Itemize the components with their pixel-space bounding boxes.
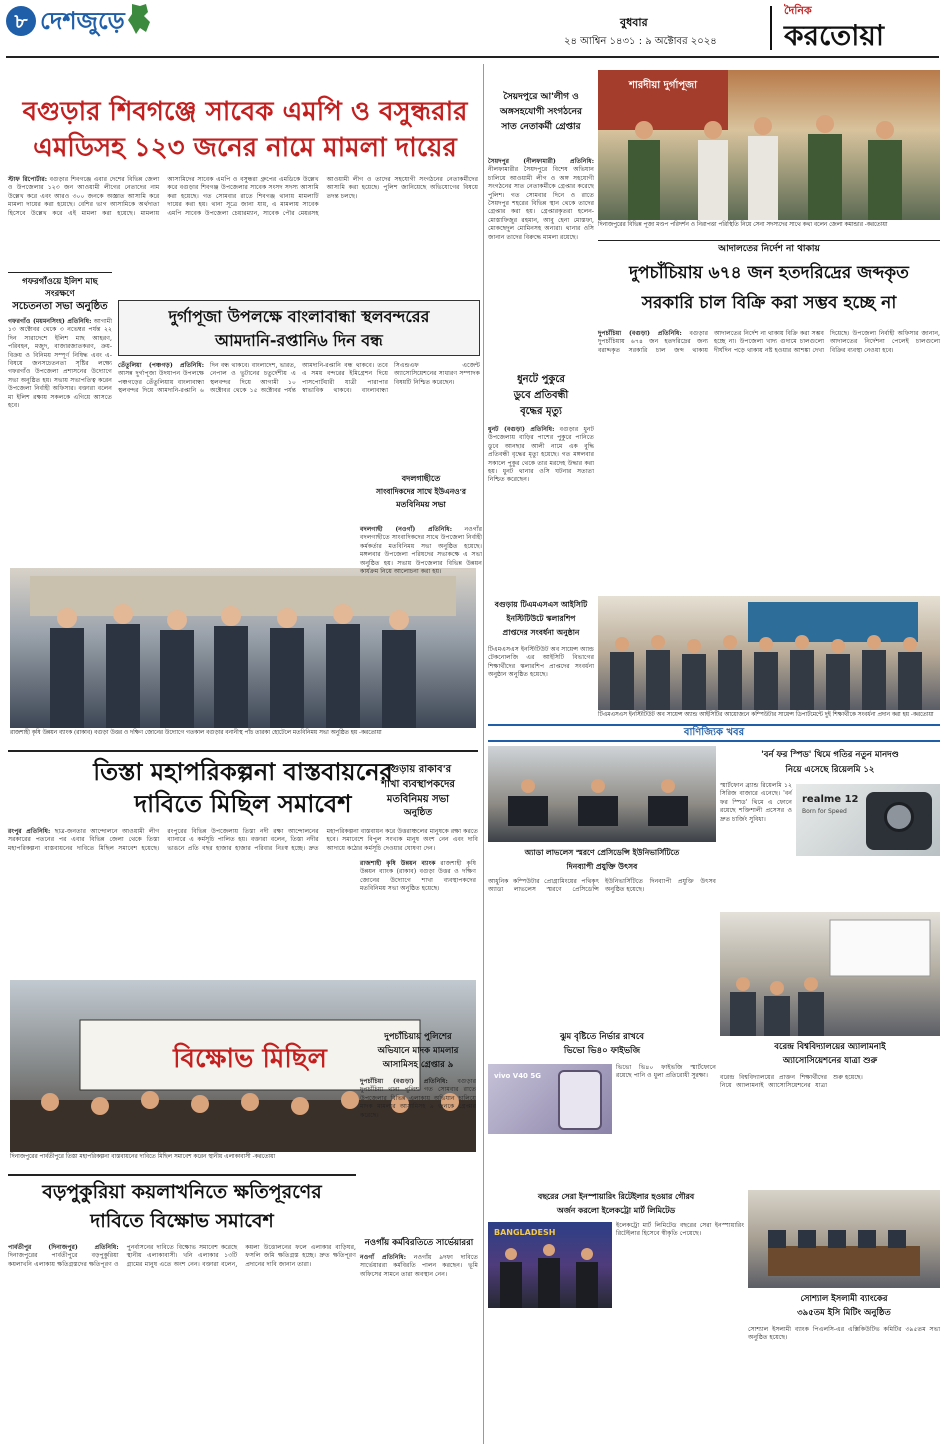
story2-rule <box>8 272 112 273</box>
sibl-body: সোশ্যাল ইসলামী ব্যাংক পিএলসি-এর এক্সিকিউটিভ কমিটির ৩৯৫তম সভা অনুষ্ঠিত হয়েছে। <box>748 1326 940 1342</box>
story11-headline <box>360 762 476 854</box>
story4-caption: দিনাজপুরের পার্বতীপুরে তিস্তা মহাপরিকল্পনা বাস্তবায়নের দাবিতে মিছিল সমাবেশ করেন স্থানীয় এলাকাবাসী -করতোয়া <box>10 1154 276 1160</box>
story1-headline-line2: এমডিসহ ১২৩ জনের নামে মামলা দায়ের <box>33 133 457 163</box>
story4-body: রংপুর প্রতিনিধি: ছাত্র-জনতার আন্দোলনে আওয়ামী লীগ সরকারের পতনের পর এবার বিভিন্ন জেলা থেকে তিস্তা মহাপরিকল্পনা বাস্তবায়নের দাবিতে মিছিল সমাবেশ হয়েছে। রংপুরের বিভিন্ন উপজেলায় তিস্তা নদী রক্ষা আন্দোলনের ব্যানারে এ কর্মসূচি পালিত হয়। বক্তারা বলেন, তিস্তা নদীর ভাঙনে প্রতি বছর হাজার হাজার পরিবার নিঃস্ব হচ্ছে। দ্রুত মহাপরিকল্পনা বাস্তবায়ন করে উত্তরাঞ্চলের মানুষকে রক্ষা করতে হবে। সমাবেশে বিপুল সংখ্যক মানুষ অংশ নেন এবং দাবি আদায়ে কঠোর কর্মসূচি দেওয়ার ঘোষণা দেন। <box>8 828 478 852</box>
section-title: দেশজুড়ে <box>40 7 125 35</box>
barendra-headline-line1: বরেন্দ্র বিশ্ববিদ্যালয়ের অ্যালামনাই <box>774 1042 886 1052</box>
story11-caption: রাজশাহী কৃষি উন্নয়ন ব্যাংক (রাকাব) বগুড়া উত্তর ও দক্ষিণ জোনের উদ্যোগে গতকাল বগুড়ার বনানীস্থ পাঁচ তারকা হোটেলে মতবিনিময় সভা অনুষ্ঠিত হয় -করতোয়া <box>10 730 382 736</box>
realme-camera-icon <box>884 802 914 832</box>
presidency-headline <box>488 846 716 876</box>
story3-body: তেঁতুলিয়া (পঞ্চগড়) প্রতিনিধি: আসন্ন দুর্গাপূজা উদযাপন উপলক্ষে পঞ্চগড়ের তেঁতুলিয়ায় বাংলাবান্ধা স্থলবন্দর দিয়ে আমদানি-রপ্তানি ৬ দিন বন্ধ থাকবে। বাংলাদেশ, ভারত, নেপাল ও ভুটানের চতুর্দেশীয় এ স্থলবন্দর দিয়ে আগামী ১০ অক্টোবর থেকে ১৫ অক্টোবর পর্যন্ত আমদানি-রপ্তানি বন্ধ থাকবে। তবে এ সময় বন্দরের ইমিগ্রেশন দিয়ে পাসপোর্টধারী যাত্রী পারাপার স্বাভাবিক থাকবে। বাংলাবান্ধা সিএন্ডএফ এজেন্ট অ্যাসোসিয়েশনের সাধারণ সম্পাদক বিষয়টি নিশ্চিত করেছেন। <box>118 362 480 395</box>
vivo-body: ভিভো ভি৪০ ফাইভজি স্মার্টফোনে রয়েছে পানি ও ধুলা প্রতিরোধী সুরক্ষা। <box>616 1064 716 1080</box>
story9-body: টিএমএসএস ইনস্টিটিউট অব সায়েন্স অ্যান্ড টেকনোলজি এর আইসিটি বিভাগের শিক্ষার্থীদের স্কলারশিপ প্রাপ্তদের সংবর্ধনা অনুষ্ঠান অনুষ্ঠিত হয়েছে। <box>488 646 594 679</box>
story6-body: সৈয়দপুর (নীলফামারী) প্রতিনিধি: নীলফামারীর সৈয়দপুরে বিশেষ অভিযান চালিয়ে আওয়ামী লীগ ও অঙ্গ সহযোগী সংগঠনের সাত নেতাকর্মীকে গ্রেপ্তার করেছে পুলিশ। গত সোমবার দিনে ও রাতে সৈয়দপুর শহরের বিভিন্ন স্থান থেকে তাদের গ্রেপ্তার করা হয়। গ্রেপ্তারকৃতরা হলেন- মোস্তাফিজুর রহমান, আবু হেনা মোস্তফা, মোকছেদুল মোমিনসহ অন্যরা। থানার ওসি জানান তাদের বিরুদ্ধে মামলা রয়েছে। <box>488 158 594 241</box>
story12-headline-line1: দুপচাঁচিয়ায় পুলিশের <box>384 1032 452 1042</box>
story11-headline-line3: মতবিনিময় সভা <box>386 794 450 805</box>
puja-banner-text: শারদীয়া দুর্গাপূজা <box>628 80 698 91</box>
story7-headline <box>488 372 594 422</box>
sibl-photo <box>748 1190 940 1288</box>
meeting-people-graphic <box>10 568 476 728</box>
award-group-graphic <box>598 596 940 710</box>
masthead-rule <box>6 56 939 58</box>
presidency-photo <box>488 746 716 842</box>
sibl-headline-line2: ৩৯৫তম ইসি মিটিং অনুষ্ঠিত <box>797 1308 891 1318</box>
story9-caption: টিএমএসএস ইনস্টিটিউট অব সায়েন্স অ্যান্ড আইসিটির আয়োজনে কম্পিউটার সায়েন্স ডিপার্টমেন্টে দুই শিক্ষার্থীকে সংবর্ধনা প্রদান করা হয় -করতোয়া <box>598 712 934 718</box>
story4-rule <box>8 750 478 752</box>
story6-headline-line2: অঙ্গসহযোগী সংগঠনের <box>500 107 582 117</box>
presidency-headline-line2: দিনব্যাপী প্রযুক্তি উৎসব <box>566 862 638 871</box>
vivo-headline-line1: ঝুম বৃষ্টিতে নির্ভার রাখবে <box>560 1032 644 1042</box>
paper-logo: করতোয়া <box>784 19 884 52</box>
masthead <box>0 0 945 64</box>
story6-headline <box>488 90 594 156</box>
story4-headline-line1: তিস্তা মহাপরিকল্পনা বাস্তবায়নের <box>93 758 393 786</box>
story9-headline <box>488 598 594 642</box>
vivo-headline <box>488 1030 716 1060</box>
story12-headline-line3: আসামিসহ গ্রেপ্তার ৯ <box>382 1060 454 1070</box>
electromart-body-lower <box>488 1312 612 1442</box>
masthead-divider <box>770 6 772 50</box>
story5-headline-line1: বড়পুকুরিয়া কয়লাখনিতে ক্ষতিপূরণের <box>42 1181 322 1203</box>
story3-headline-box <box>118 300 480 356</box>
realme-headline <box>720 748 940 780</box>
bangladesh-map-icon <box>126 2 152 36</box>
presidency-headline-line1: অ্যাডা লাভলেস স্মরণে প্রেসিডেন্সি ইউনিভার্সিটিতে <box>524 848 680 857</box>
story7-headline-line3: বৃদ্ধের মৃত্যু <box>520 406 562 417</box>
story9-headline-line2: ইনস্টিটিউটে স্কলারশিপ <box>506 614 576 623</box>
presidency-body: আধুনিক কম্পিউটার প্রোগ্রামিংয়ের পথিকৃৎ অ্যাডা লাভলেস স্মরণে প্রেসিডেন্সি ইউনিভার্সিটিতে দিনব্যাপী প্রযুক্তি উৎসব অনুষ্ঠিত হয়েছে। <box>488 878 716 894</box>
story3-headline-line1: দুর্গাপূজা উপলক্ষে বাংলাবান্ধা স্থলবন্দরের <box>168 307 430 326</box>
vivo-ad-image <box>488 1064 612 1134</box>
business-banner-text: বাণিজ্যিক খবর <box>683 727 745 738</box>
story2-headline-line1: গফরগাঁওয়ে ইলিশ মাছ সংরক্ষণে <box>22 277 98 299</box>
electromart-body: ইলেকট্রো মার্ট লিমিটেড বছরের সেরা ইনস্পায়ারিং রিটেইলার হিসেবে স্বীকৃতি পেয়েছে। <box>616 1222 744 1238</box>
story5-body: পার্বতীপুর (দিনাজপুর) প্রতিনিধি: দিনাজপুরের পার্বতীপুরে বড়পুকুরিয়া কয়লাখনি এলাকায় ক্ষতিগ্রস্তদের ক্ষতিপূরণ ও পুনর্বাসনের দাবিতে বিক্ষোভ সমাবেশ করেছে স্থানীয় এলাকাবাসী। খনি এলাকার ১৩টি গ্রামের মানুষ এতে অংশ নেন। বক্তারা বলেন, কয়লা উত্তোলনের ফলে এলাকার বাড়িঘর, ফসলি জমি ক্ষতিগ্রস্ত হচ্ছে। দ্রুত ক্ষতিপূরণ প্রদানের দাবি জানান তারা। <box>8 1244 356 1268</box>
story1-headline <box>10 94 480 170</box>
realme-headline-line1: 'বর্ন ফর স্পিড' থিমে গতির নতুন মানদণ্ড <box>761 750 899 760</box>
story10-caption: দিনাজপুরের বিভিন্ন পূজা মণ্ডপ পরিদর্শন ও নিরাপত্তা পরিস্থিতি নিয়ে সেনা সদস্যদের সাথে কথা বলেন জেলা কমান্ডার -করতোয়া <box>598 222 888 228</box>
story10-headline-line2: সরকারি চাল বিক্রি করা সম্ভব হচ্ছে না <box>641 293 897 313</box>
story10-rule <box>598 240 940 241</box>
story8-headline-line1: বদলগাছীতে <box>401 474 441 483</box>
electromart-photo <box>488 1222 612 1308</box>
story6-headline-line1: সৈয়দপুরে আ'লীগ ও <box>503 92 579 102</box>
puja-photo <box>598 70 940 220</box>
story3-headline-line2: আমদানি-রপ্তানি৬ দিন বন্ধ <box>215 331 383 350</box>
story6-headline-line3: সাত নেতাকর্মী গ্রেপ্তার <box>501 122 581 132</box>
electromart-headline-line1: বছরের সেরা ইনস্পায়ারিং রিটেইলার হওয়ার গৌরব <box>537 1192 695 1201</box>
day-label: বুধবার <box>620 16 648 29</box>
story13-headline: নওগাঁয় কর্মবিরতিতে সার্ভেয়াররা <box>364 1238 474 1248</box>
realme-ad-title: realme 12 <box>802 794 859 805</box>
story7-headline-line1: ধুনটে পুকুরে <box>517 374 565 385</box>
realme-headline-line2: নিয়ে এসেছে রিয়েলমি ১২ <box>785 765 875 775</box>
electromart-banner-text: BANGLADESH <box>494 1228 556 1237</box>
vivo-headline-line2: ভিভো ভি৪০ ফাইভজি <box>563 1046 641 1056</box>
story12-headline-line2: অভিযানে মাদক মামলার <box>377 1046 459 1056</box>
sibl-headline <box>748 1292 940 1322</box>
story7-body: ধুনট (বগুড়া) প্রতিনিধি: বগুড়ার ধুনট উপজেলায় বাড়ির পাশের পুকুরে পানিতে ডুবে আনছার আলী নামে এক বুদ্ধি প্রতিবন্ধী বৃদ্ধের মৃত্যু হয়েছে। গত মঙ্গলবার সকালে পুকুর থেকে তার মরদেহ উদ্ধার করা হয়। ধুনট থানার ওসি ঘটনার সত্যতা নিশ্চিত করেছেন। <box>488 426 594 484</box>
story12-headline <box>360 1030 476 1076</box>
story9-photo <box>598 596 940 710</box>
story5-headline <box>8 1178 356 1240</box>
realme-ad-sub: Born for Speed <box>802 808 847 815</box>
story10-headline-line1: দুপচাঁচিয়ায় ৬৭৪ জন হতদরিদ্রের জব্দকৃত <box>629 263 909 283</box>
story11-headline-line1: বগুড়ায় রাকাব'র <box>384 764 452 775</box>
paper-small: দৈনিক <box>784 4 812 17</box>
story12-body: দুপচাঁচিয়া (বগুড়া) প্রতিনিধি: বগুড়ার দুপচাঁচিয়া থানা পুলিশ গত সোমবার রাতে উপজেলার বিভিন্ন এলাকায় অভিযান চালিয়ে মাদক মামলার আসামিসহ ৯ জনকে গ্রেপ্তার করেছে। <box>360 1078 476 1119</box>
story9-headline-line3: প্রাপ্তদের সংবর্ধনা অনুষ্ঠান <box>502 628 580 637</box>
story8-headline-line2: সাংবাদিকদের সাথে ইউএনও'র <box>376 487 466 496</box>
story10-headline <box>598 258 940 322</box>
business-banner <box>488 724 940 742</box>
barendra-photo <box>720 912 940 1036</box>
realme-body: স্মার্টফোন ব্র্যান্ড রিয়েলমি ১২ সিরিজ বাজারে এনেছে। 'বর্ন ফর স্পিড' থিমে এ ফোনে রয়েছে শক্তিশালী প্রসেসর ও দ্রুত চার্জিং সুবিধা। <box>720 782 792 823</box>
classroom-graphic <box>488 746 716 842</box>
rally-banner-text: বিক্ষোভ মিছিল <box>173 1044 327 1074</box>
story11-photo <box>10 568 476 728</box>
seminar-graphic <box>720 912 940 1036</box>
story8-headline-line3: মতবিনিময় সভা <box>396 500 446 509</box>
vivo-ad-title: vivo V40 5G <box>494 1072 541 1080</box>
barendra-body: বরেন্দ্র বিশ্ববিদ্যালয়ের প্রাক্তন শিক্ষার্থীদের নিয়ে অ্যালামনাই অ্যাসোসিয়েশনের যাত্রা শুরু হয়েছে। <box>720 1074 863 1090</box>
boardroom-graphic <box>748 1190 940 1288</box>
column-divider-1 <box>483 64 484 1444</box>
story7-headline-line2: ডুবে প্রতিবন্ধী <box>513 390 569 401</box>
story10-kicker: আদালতের নির্দেশ না থাকায় <box>718 244 820 254</box>
story11-headline-line2: শাখা ব্যবস্থাপকদের <box>381 779 455 790</box>
barendra-headline-line2: অ্যাসোসিয়েশনের যাত্রা শুরু <box>782 1056 878 1066</box>
story1-body: স্টাফ রিপোর্টার: বগুড়ার শিবগঞ্জে এবার দেশের বিভিন্ন জেলা ও উপজেলার ১২৩ জন আওয়ামী লীগের নেতাদের নাম উল্লেখ করে এবং আরও ৩০০ জনকে অজ্ঞাত আসামি করে মামলা দায়ের করা হয়েছে। বেশির ভাগ আসামিকে অর্থদাতা হিসেবে উল্লেখ করে এই মামলা করা হয়েছে। মামলায় আসামিদের সাবেক এমপি ও বসুন্ধরা গ্রুপের এমডিকে উল্লেখ করে বগুড়ার শিবগঞ্জ উপজেলার সাবেক সংসদ সদস্য আসামি করা হয়েছে। গত সোমবার রাতে শিবগঞ্জ থানায় মামলাটি দায়ের করা হয়। থানা সূত্রে জানা যায়, এ মামলায় সাবেক এমপি সাবেক উপজেলা চেয়ারম্যান, সাবেক পৌর মেয়রসহ আওয়ামী লীগ ও তাদের সহযোগী সংগঠনের নেতাকর্মীদের আসামি করা হয়েছে। পুলিশ জানিয়েছে অভিযোগের বিষয়ে তদন্ত চলছে। <box>8 176 478 217</box>
realme-ad-image <box>796 784 940 856</box>
sibl-headline-line1: সোশ্যাল ইসলামী ব্যাংকের <box>800 1294 888 1304</box>
electromart-headline-line2: অর্জন করলো ইলেকট্রো মার্ট লিমিটেড <box>556 1206 676 1215</box>
story8-headline-block <box>360 472 482 524</box>
barendra-headline <box>720 1040 940 1070</box>
story8-body: বদলগাছী (নওগাঁ) প্রতিনিধি: নওগাঁর বদলগাছীতে সাংবাদিকদের সাথে উপজেলা নির্বাহী কর্মকর্তার মতবিনিময় সভা অনুষ্ঠিত হয়েছে। মঙ্গলবার উপজেলা পরিষদের সভাকক্ষে এ সভা অনুষ্ঠিত হয়। সভায় উপজেলার বিভিন্ন উন্নয়ন কার্যক্রম নিয়ে আলোচনা করা হয়। <box>360 526 483 576</box>
story5-rule <box>8 1174 356 1176</box>
electromart-headline <box>488 1190 744 1220</box>
story2-body: গফরগাঁও (ময়মনসিংহ) প্রতিনিধি: আগামী ১৩ অক্টোবর থেকে ৩ নভেম্বর পর্যন্ত ২২ দিন সারাদেশে ইলিশ মাছ আহরণ, পরিবহন, মজুদ, বাজারজাতকরণ, ক্রয়-বিক্রয় ও বিনিময় সম্পূর্ণ নিষিদ্ধ এবং এ-বিষয়ে জনসচেতনতা সৃষ্টির লক্ষ্যে গফরগাঁও উপজেলা প্রশাসনের উদ্যোগে সভা অনুষ্ঠিত হয়। সভায় সভাপতিত্ব করেন উপজেলা নির্বাহী অফিসার। বক্তারা বলেন মা ইলিশ রক্ষায় সকলকে এগিয়ে আসতে হবে। <box>8 318 113 410</box>
story2-headline <box>8 276 112 318</box>
page-number-badge: ৮ <box>6 6 36 36</box>
story11-body: রাজশাহী কৃষি উন্নয়ন ব্যাংক রাজশাহী কৃষি উন্নয়ন ব্যাংক (রাকাব) বগুড়া উত্তর ও দক্ষিণ জোনের উদ্যোগে শাখা ব্যবস্থাপকদের মতবিনিময় সভা অনুষ্ঠিত হয়েছে। <box>360 860 476 893</box>
story1-headline-line1: বগুড়ার শিবগঞ্জে সাবেক এমপি ও বসুন্ধরার <box>22 97 468 127</box>
story5-headline-line2: দাবিতে বিক্ষোভ সমাবেশ <box>90 1210 274 1232</box>
vivo-phone-icon <box>558 1070 602 1130</box>
story2-headline-line2: সচেতনতা সভা অনুষ্ঠিত <box>12 301 108 312</box>
story11-headline-line4: অনুষ্ঠিত <box>403 808 433 818</box>
story4-headline-line2: দাবিতে মিছিল সমাবেশ <box>134 790 352 818</box>
story13-body: নওগাঁ প্রতিনিধি: নওগাঁয় ৯দফা দাবিতে সার্ভেয়াররা কর্মবিরতি পালন করছেন। ভূমি অফিসের সামনে তারা অবস্থান নেন। <box>360 1254 478 1278</box>
date-label: ২৪ আশ্বিন ১৪৩১ : ৯ অক্টোবর ২০২৪ <box>564 36 717 47</box>
story9-headline-line1: বগুড়ায় টিএমএসএস আইসিটি <box>494 600 588 609</box>
story10-body: দুপচাঁচিয়া (বগুড়া) প্রতিনিধি: বগুড়ার দুপচাঁচিয়ায় ৬৭৪ জন হতদরিদ্রের জন্য বরাদ্দকৃত সরকারি চাল জব্দ থাকায় আদালতের নির্দেশ না থাকায় বিক্রি করা সম্ভব হচ্ছে না। উপজেলা খাদ্য গুদামে চালগুলো দীর্ঘদিন পড়ে থাকায় নষ্ট হওয়ার আশঙ্কা দেখা দিয়েছে। উপজেলা নির্বাহী অফিসার জানান, আদালতের নির্দেশনা পেলেই চালগুলো বিক্রির ব্যবস্থা নেওয়া হবে। <box>598 330 940 354</box>
